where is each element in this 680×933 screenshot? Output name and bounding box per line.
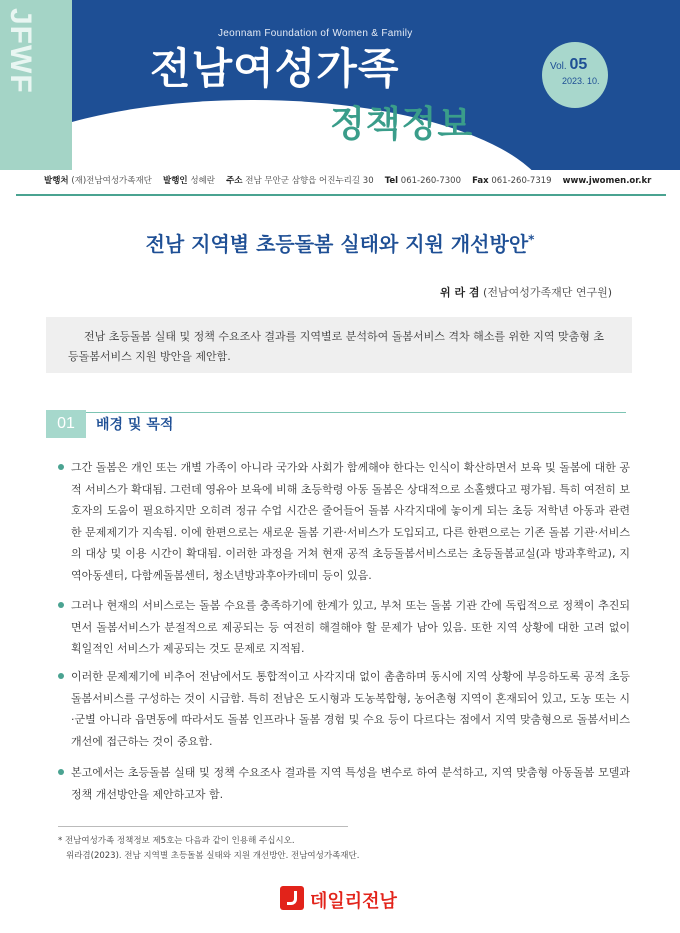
tel-label: Tel	[384, 176, 399, 186]
masthead-title-line2: 정책정보	[330, 104, 474, 145]
author	[440, 284, 612, 300]
logo-icon	[280, 886, 304, 910]
side-bar	[0, 0, 72, 170]
volume-label: Vol. 05	[550, 56, 588, 73]
masthead-title-line1: 전남여성가족	[150, 44, 400, 93]
divider	[16, 194, 666, 196]
publisher-name: 성혜란	[190, 176, 215, 186]
footnote	[58, 834, 359, 864]
section-rule	[86, 412, 626, 413]
masthead-banner	[72, 0, 680, 170]
address-label: 주소	[226, 176, 243, 186]
paragraph: 본고에서는 초등돌봄 실태 및 정책 수요조사 결과를 지역 특성을 변수로 하여 분석하고, 지역 맞춤형 아동돌봄 모델과 정책 개선방안을 제안하고자 함.	[58, 762, 630, 805]
footnote-line1: * 전남여성가족 정책정보 제5호는 다음과 같이 인용해 주십시오.	[58, 836, 295, 846]
bullet-icon	[58, 602, 64, 608]
author-affiliation: (전남여성가족재단 연구원)	[483, 286, 612, 299]
bullet-icon	[58, 673, 64, 679]
foundation-name: Jeonnam Foundation of Women & Family	[218, 28, 413, 39]
title-footnote-mark: *	[528, 232, 535, 247]
section-title: 배경 및 목적	[96, 417, 174, 433]
bullet-icon	[58, 464, 64, 470]
address: 전남 무안군 삼향읍 어진누리길 30	[245, 176, 374, 186]
author-name: 위 라 겸	[439, 286, 480, 299]
tel: 061-260-7300	[400, 176, 461, 186]
volume-number: 05	[569, 56, 588, 73]
fax-label: Fax	[472, 176, 489, 186]
watermark-logo	[280, 886, 400, 910]
publisher-label: 발행인	[163, 176, 188, 186]
publisher-info	[44, 174, 652, 188]
volume-badge	[542, 42, 608, 108]
summary-box	[46, 317, 632, 373]
article-title: 전남 지역별 초등돌봄 실태와 지원 개선방안*	[145, 232, 535, 256]
paragraph: 그러나 현재의 서비스로는 돌봄 수요를 충족하기에 한계가 있고, 부처 또는 돌봄 기관 간에 독립적으로 정책이 추진되면서 돌봄서비스가 분절적으로 제공되는 등 여전히 해결해야 할 문제가 남아 있음. 또한 지역 상황에 대한 고려 없이 획일적인 서비스가 제공되는 것도 문제로 지적됨.	[58, 595, 630, 660]
paragraph: 이러한 문제제기에 비추어 전남에서도 통합적이고 사각지대 없이 촘촘하며 동시에 지역 상황에 부응하도록 공적 초등돌봄서비스를 구성하는 것이 시급함. 특히 전남은 도시형과 도농복합형, 농어촌형 지역이 혼재되어 있고, 도농 또는 시·군별 아니라 읍면동에 따라서도 돌봄 인프라나 돌봄 경험 및 수요 등이 다르다는 점에서 지역 맞춤형으로 돌봄서비스 개선에 접근하는 것이 중요함.	[58, 666, 630, 752]
issuer: (재)전남여성가족재단	[71, 176, 152, 186]
paragraph: 그간 돌봄은 개인 또는 개별 가족이 아니라 국가와 사회가 함께해야 한다는 인식이 확산하면서 보육 및 돌봄에 대한 공적 서비스가 확대됨. 그런데 영유아 보육에 비해 초등학령 아동 돌봄은 상대적으로 소홀했다고 평가됨. 특히 여전히 보호자의 도움이 필요하지만 오히려 정규 수업 시간은 줄어들어 돌봄 사각지대에 놓이게 되는 초등 저학년 아동과 관련한 문제제기가 지속됨. 이에 한편으로는 새로운 돌봄 기관·서비스가 도입되고, 다른 한편으로는 기존 돌봄 기관·서비스의 대상 및 이용 시간이 확대됨. 이러한 과정을 거쳐 현재 공적 초등돌봄서비스로는 초등돌봄교실(과 방과후학교), 지역아동센터, 다함께돌봄센터, 청소년방과후아카데미 등이 있음.	[58, 457, 630, 586]
summary-text: 전남 초등돌봄 실태 및 정책 수요조사 결과를 지역별로 분석하여 돌봄서비스 격차 해소를 위한 지역 맞춤형 초등돌봄서비스 지원 방안을 제안함.	[68, 330, 604, 363]
volume-date: 2023. 10.	[562, 76, 600, 86]
fax: 061-260-7319	[491, 176, 552, 186]
logo-text: 데일리전남	[310, 891, 397, 912]
footnote-line2: 위라겸(2023). 전남 지역별 초등돌봄 실태와 지원 개선방안. 전남여성가족재단.	[66, 851, 360, 861]
bullet-icon	[58, 769, 64, 775]
side-vertical-text: JFWF	[4, 8, 37, 94]
footnote-rule	[58, 826, 348, 827]
section-number: 01	[46, 410, 86, 438]
website: www.jwomen.or.kr	[562, 176, 652, 186]
issuer-label: 발행처	[44, 176, 69, 186]
